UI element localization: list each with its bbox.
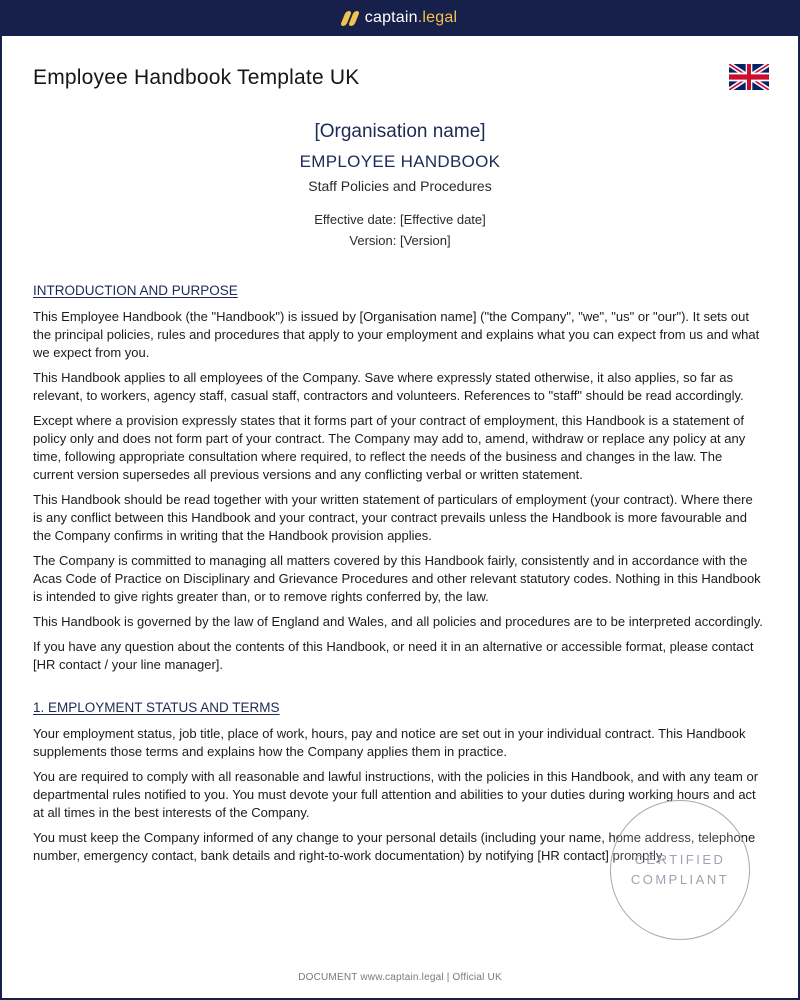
paragraph: Except where a provision expressly states that it forms part of your contract of employment, this Handbook is a statement of policy only and does not form part of your contract. The Company may add to, amend, withdraw or replace any policy at any time, following appropriate consultation where required, to reflect the needs of the business and changes in the law. The current version supersedes all previous versions and any conflicting verbal or written statement.: [33, 413, 746, 482]
paragraph: This Handbook is governed by the law of England and Wales, and all policies and procedures are to be interpreted accordingly.: [33, 614, 763, 629]
brand-name: [365, 9, 457, 27]
section-heading-employment: 1. EMPLOYMENT STATUS AND TERMS: [33, 700, 280, 715]
paragraph: This Handbook should be read together with your written statement of particulars of employment (your contract). Where there is any conflict between this Handbook and your contract, your contract prevails unless the Handbook is more favourable and the Company confirms in writing that the Handbook provision applies.: [33, 492, 753, 543]
brand[interactable]: [343, 9, 457, 27]
uk-flag-icon[interactable]: [729, 64, 769, 90]
effective-date: Effective date: [Effective date]: [314, 212, 486, 227]
top-bar: [0, 0, 800, 36]
document-title: Employee Handbook Template UK: [33, 66, 360, 89]
paragraph: This Employee Handbook (the "Handbook") is issued by [Organisation name] ("the Company", "we", "us" or "our"). It sets out the principal policies, rules and procedures that apply to your employment and explains what you can expect from us and what we expect from you.: [33, 309, 760, 360]
paragraph: The Company is committed to managing all matters covered by this Handbook fairly, consistently and in accordance with the Acas Code of Practice on Disciplinary and Grievance Procedures and other relevant statutory codes. Nothing in this Handbook is intended to give rights greater than, or to remove rights conferred by, the law.: [33, 553, 761, 604]
document-header: [2, 118, 798, 251]
document-page: [0, 36, 800, 1000]
paragraph: You must keep the Company informed of any change to your personal details (including your name, home address, telephone number, emergency contact, bank details and right-to-work documentation) by notifying [HR contact] promptly.: [33, 830, 756, 863]
brand-name-main: captain: [364, 9, 418, 26]
captain-legal-logo-icon: [343, 11, 357, 26]
version: Version: [Version]: [349, 233, 451, 248]
page-footer: DOCUMENT www.captain.legal | Official UK: [298, 972, 502, 983]
certified-compliant-stamp: [610, 800, 750, 940]
paragraph: Your employment status, job title, place of work, hours, pay and notice are set out in your individual contract. This Handbook supplements those terms and explains how the Company applies them in practice.: [33, 726, 746, 759]
paragraph: You are required to comply with all reasonable and lawful instructions, with the policies in this Handbook, and with any team or departmental rules notified to you. You must devote your full attention and abilities to your duties during working hours and act at all times in the best interests of the Company.: [33, 769, 759, 820]
section-heading-introduction: INTRODUCTION AND PURPOSE: [33, 283, 238, 298]
handbook-subtitle: Staff Policies and Procedures: [308, 178, 492, 194]
paragraph: If you have any question about the contents of this Handbook, or need it in an alternative or accessible format, please contact [HR contact / your line manager].: [33, 639, 754, 672]
stamp-line-1: CERTIFIED: [634, 852, 726, 867]
document-body: [33, 282, 765, 872]
organisation-name: [Organisation name]: [314, 121, 486, 142]
handbook-title: EMPLOYEE HANDBOOK: [299, 152, 501, 171]
stamp-line-2: COMPLIANT: [630, 872, 730, 887]
paragraph: This Handbook applies to all employees of the Company. Save where expressly stated otherwise, it also applies, so far as relevant, to workers, agency staff, casual staff, contractors and volunteers. References to "staff" should be read accordingly.: [33, 370, 744, 403]
brand-name-tld: .legal: [417, 9, 458, 26]
